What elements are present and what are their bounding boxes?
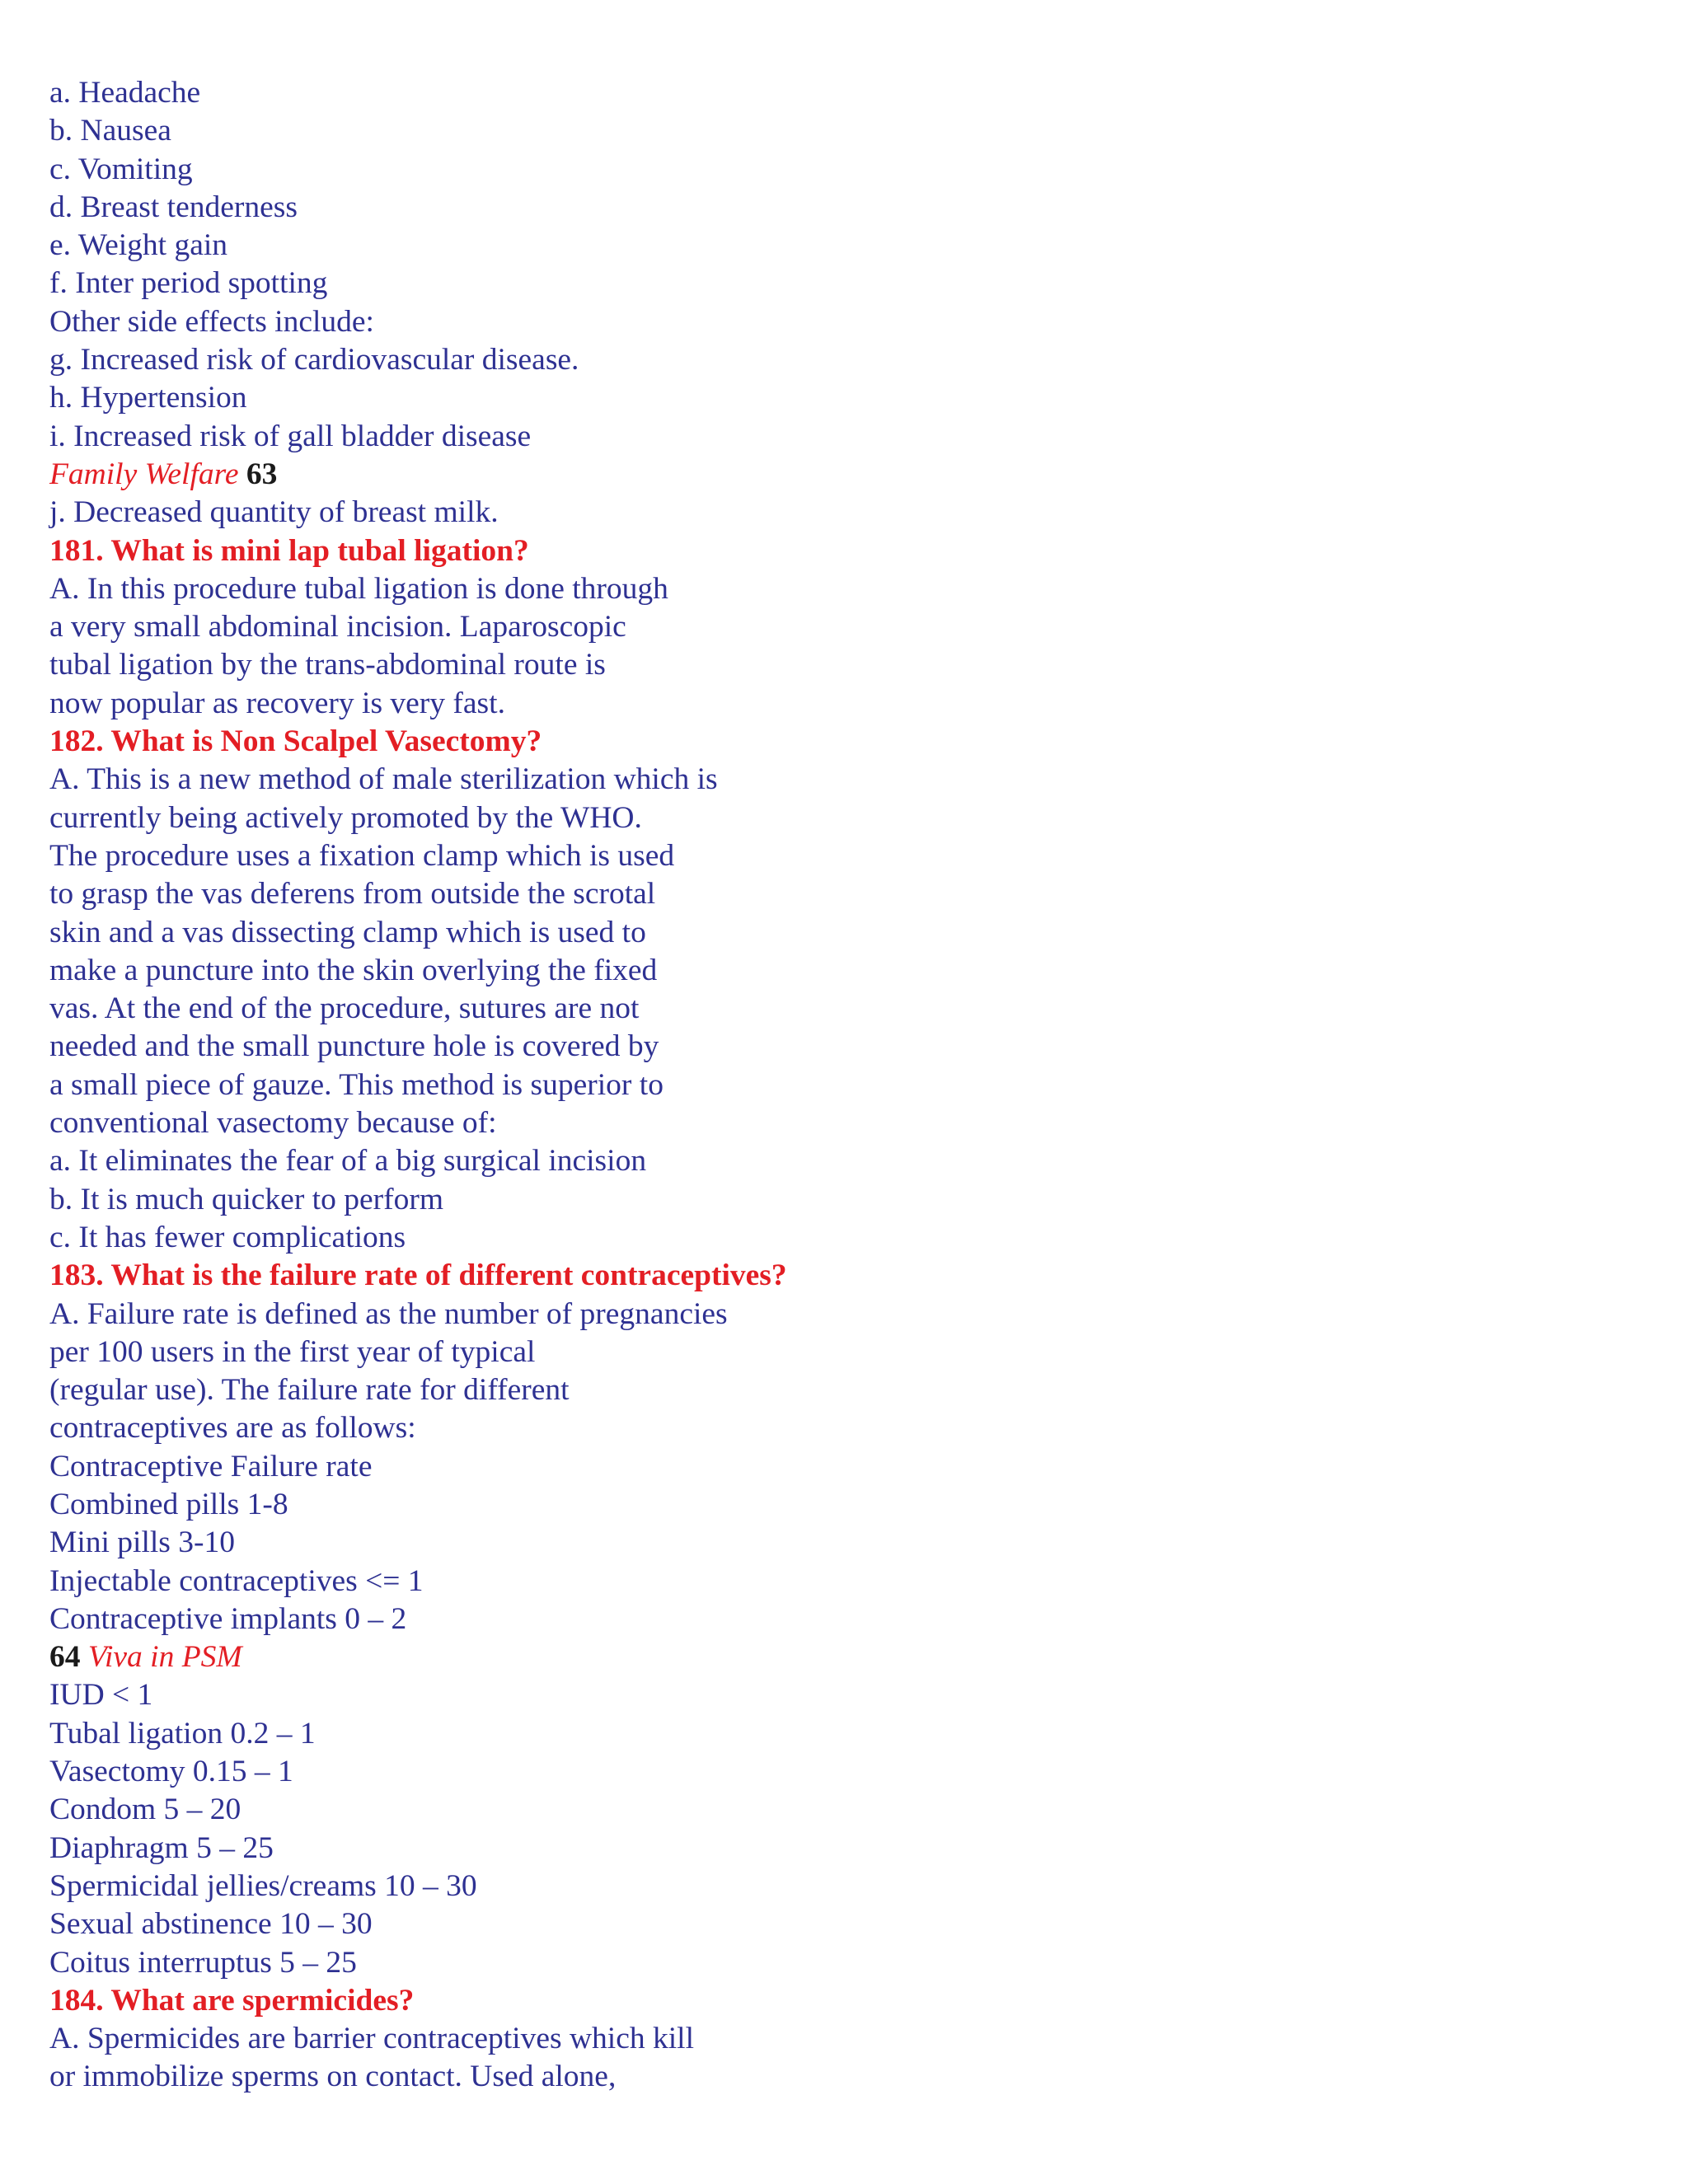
page-number: 63: [246, 457, 278, 491]
body-text-line: A. Failure rate is defined as the number of pregnancies: [49, 1296, 728, 1331]
page-number: 64: [49, 1640, 81, 1675]
question-heading: 183. What is the failure rate of different contraceptives?: [49, 1258, 787, 1293]
body-text-line: i. Increased risk of gall bladder disease: [49, 419, 532, 453]
body-text-line: h. Hypertension: [49, 381, 247, 415]
body-text-line: Contraceptive Failure rate: [49, 1449, 373, 1483]
body-text-line: IUD < 1: [49, 1678, 153, 1713]
running-header-title: Family Welfare: [49, 457, 239, 491]
body-text-line: Condom 5 – 20: [49, 1793, 241, 1827]
body-text-line: d. Breast tenderness: [49, 190, 298, 224]
body-text-line: A. This is a new method of male sterilization which is: [49, 762, 718, 797]
question-heading: 181. What is mini lap tubal ligation?: [49, 533, 529, 568]
body-text-line: contraceptives are as follows:: [49, 1411, 416, 1446]
body-text-line: Contraceptive implants 0 – 2: [49, 1601, 407, 1636]
body-text-line: A. In this procedure tubal ligation is done through: [49, 571, 668, 606]
body-text-line: a. Headache: [49, 76, 201, 110]
body-text-line: Spermicidal jellies/creams 10 – 30: [49, 1868, 477, 1903]
running-header: [49, 1638, 1665, 1676]
body-text-line: a small piece of gauze. This method is superior to: [49, 1067, 663, 1102]
document-page: [49, 74, 1665, 2097]
body-text-line: b. It is much quicker to perform: [49, 1182, 443, 1216]
body-text-line: b. Nausea: [49, 114, 171, 148]
body-text-line: Other side effects include:: [49, 304, 374, 339]
body-text-line: currently being actively promoted by the WHO.: [49, 800, 642, 835]
body-text-line: e. Weight gain: [49, 228, 228, 263]
body-text-line: Tubal ligation 0.2 – 1: [49, 1716, 316, 1750]
body-text-line: to grasp the vas deferens from outside the scrotal: [49, 877, 656, 912]
body-text-line: j. Decreased quantity of breast milk.: [49, 495, 499, 530]
body-text-line: c. It has fewer complications: [49, 1220, 406, 1254]
body-text-line: make a puncture into the skin overlying the fixed: [49, 953, 658, 987]
body-text-line: (regular use). The failure rate for different: [49, 1373, 570, 1408]
body-text-line: Diaphragm 5 – 25: [49, 1830, 274, 1865]
body-text-line: vas. At the end of the procedure, sutures are not: [49, 991, 640, 1026]
body-text-line: Injectable contraceptives <= 1: [49, 1563, 424, 1598]
body-text-line: now popular as recovery is very fast.: [49, 686, 505, 720]
body-text-line: c. Vomiting: [49, 152, 193, 186]
question-heading: 184. What are spermicides?: [49, 1983, 415, 2018]
body-text-line: g. Increased risk of cardiovascular disease.: [49, 343, 579, 377]
running-header-title: Viva in PSM: [87, 1640, 242, 1675]
body-text-line: a very small abdominal incision. Laparoscopic: [49, 610, 626, 644]
body-text-line: conventional vasectomy because of:: [49, 1106, 497, 1141]
body-text-line: skin and a vas dissecting clamp which is used to: [49, 915, 646, 949]
body-text-line: a. It eliminates the fear of a big surgical incision: [49, 1144, 647, 1179]
body-text-line: or immobilize sperms on contact. Used alone,: [49, 2060, 617, 2094]
body-text-line: f. Inter period spotting: [49, 266, 328, 301]
body-text-line: The procedure uses a fixation clamp which is used: [49, 838, 675, 873]
question-heading: 182. What is Non Scalpel Vasectomy?: [49, 724, 542, 759]
body-text-line: Combined pills 1-8: [49, 1487, 288, 1521]
body-text-line: Coitus interruptus 5 – 25: [49, 1945, 357, 1980]
body-text-line: tubal ligation by the trans-abdominal route is: [49, 648, 606, 682]
body-text-line: Sexual abstinence 10 – 30: [49, 1907, 373, 1942]
body-text-line: Vasectomy 0.15 – 1: [49, 1755, 293, 1789]
running-header: [49, 456, 1665, 494]
body-text-line: Mini pills 3-10: [49, 1526, 236, 1560]
body-text-line: per 100 users in the first year of typical: [49, 1334, 536, 1369]
body-text-line: needed and the small puncture hole is covered by: [49, 1029, 659, 1064]
body-text-line: A. Spermicides are barrier contraceptives which kill: [49, 2022, 694, 2056]
